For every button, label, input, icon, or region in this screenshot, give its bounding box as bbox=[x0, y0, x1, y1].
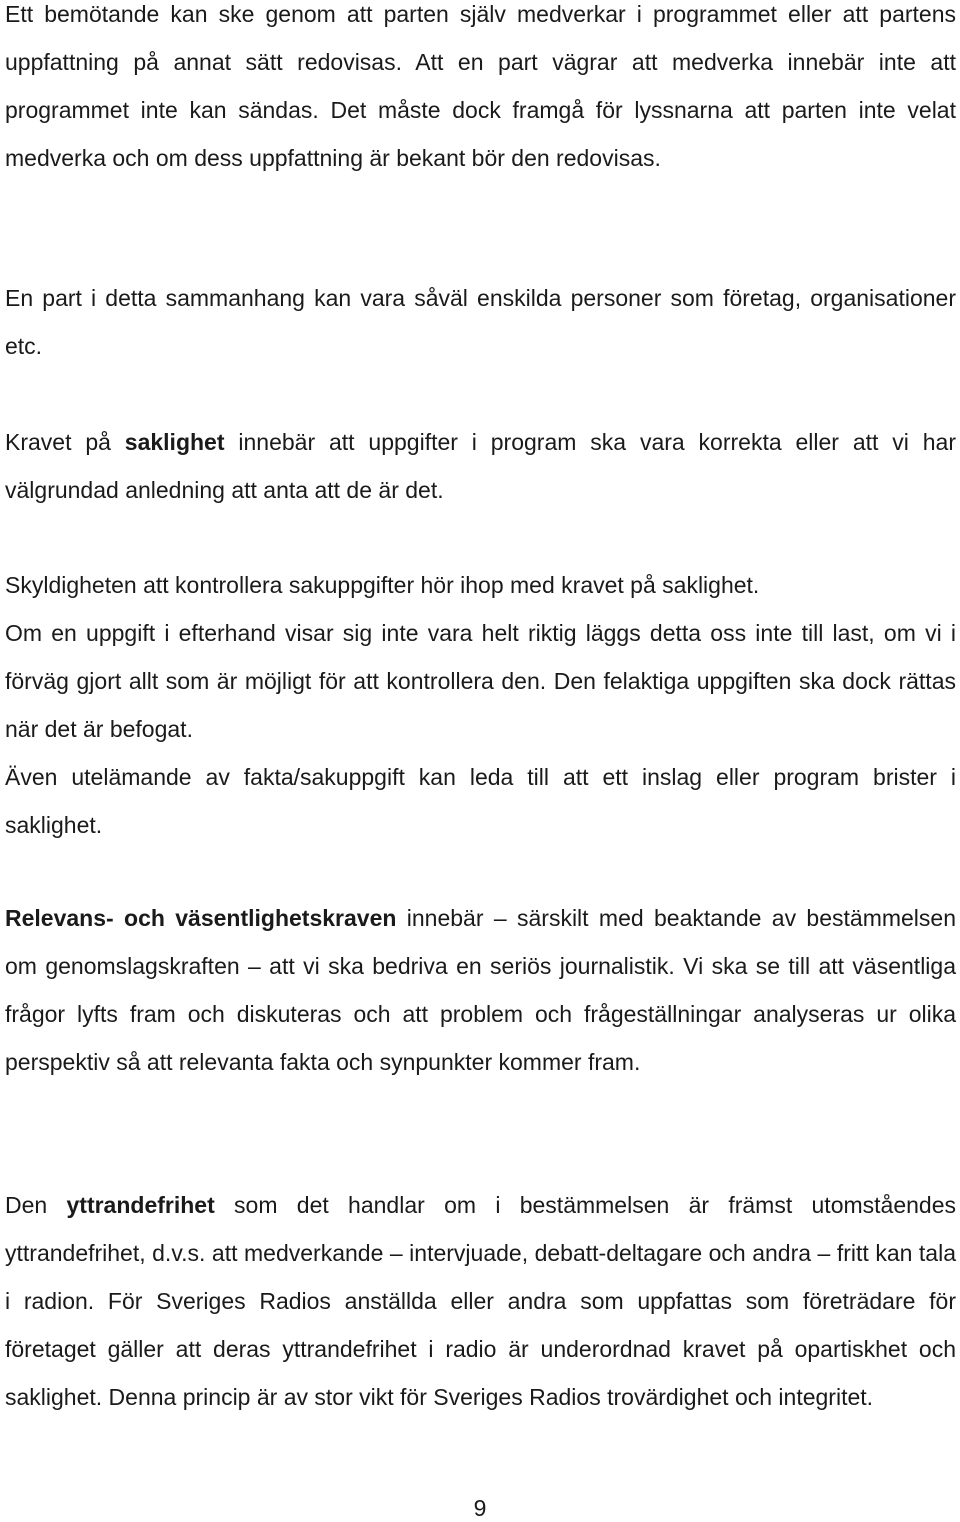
paragraph-kontroll-line1: Skyldigheten att kontrollera sakuppgifter hör ihop med kravet på saklighet. bbox=[5, 572, 760, 598]
paragraph-kontroll bbox=[5, 561, 956, 849]
paragraph-bemotande bbox=[5, 0, 956, 182]
paragraph-saklighet-lead: Kravet på bbox=[5, 429, 125, 455]
paragraph-yttrandefrihet-rest: som det handlar om i bestämmelsen är främst utomståendes yttrandefrihet, d.v.s. att medverkande – intervjuade, debatt-deltagare och andra – fritt kan tala i radion. För Sveriges Radios anställda eller andra som uppfattas som företrädare för företaget gäller att deras yttrandefrihet i radio är underordnad kravet på opartiskhet och saklighet. Denna princip är av stor vikt för Sveriges Radios trovärdighet och integritet. bbox=[5, 1192, 956, 1410]
paragraph-yttrandefrihet bbox=[5, 1181, 956, 1421]
paragraph-saklighet-rest: innebär att uppgifter i program ska vara korrekta eller att vi har välgrundad anledning att anta att de är det. bbox=[5, 429, 956, 503]
term-relevans: Relevans- och väsentlighetskraven bbox=[5, 905, 397, 931]
paragraph-kontroll-line2: Om en uppgift i efterhand visar sig inte vara helt riktig läggs detta oss inte till last, om vi i förväg gjort allt som är möjligt för att kontrollera den. Den felaktiga uppgiften ska dock rättas när det är befogat. bbox=[5, 620, 956, 742]
paragraph-relevans bbox=[5, 894, 956, 1086]
page-number: 9 bbox=[473, 1495, 487, 1521]
paragraph-bemotande-text: Ett bemötande kan ske genom att parten själv medverkar i programmet eller att partens uppfattning på annat sätt redovisas. Att en part vägrar att medverka innebär inte att programmet inte kan sändas. Det måste dock framgå för lyssnarna att parten inte velat medverka och om dess uppfattning är bekant bör den redovisas. bbox=[5, 1, 956, 171]
paragraph-yttrandefrihet-lead: Den bbox=[5, 1192, 67, 1218]
paragraph-saklighet bbox=[5, 418, 956, 514]
term-saklighet: saklighet bbox=[124, 429, 225, 455]
term-yttrandefrihet: yttrandefrihet bbox=[66, 1192, 215, 1218]
paragraph-part-definition-text: En part i detta sammanhang kan vara såväl enskilda personer som företag, organisationer etc. bbox=[5, 285, 956, 359]
paragraph-kontroll-line3: Även utelämande av fakta/sakuppgift kan leda till att ett inslag eller program brister i saklighet. bbox=[5, 764, 956, 838]
paragraph-part-definition bbox=[5, 274, 956, 370]
paragraph-relevans-rest: innebär – särskilt med beaktande av bestämmelsen om genomslagskraften – att vi ska bedriva en seriös journalistik. Vi ska se till att väsentliga frågor lyfts fram och diskuteras och att problem och frågeställningar analyseras ur olika perspektiv så att relevanta fakta och synpunkter kommer fram. bbox=[5, 905, 956, 1075]
